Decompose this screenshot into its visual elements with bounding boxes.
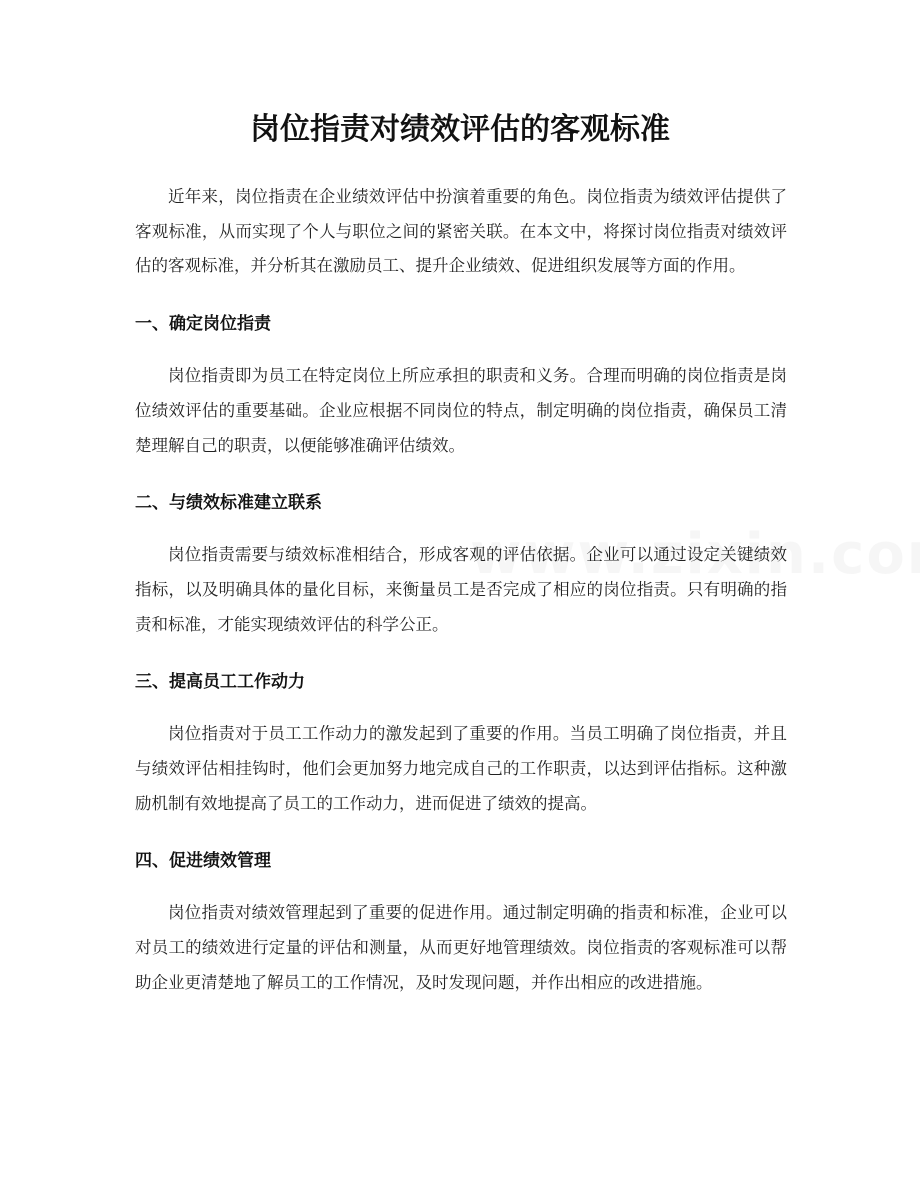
document-title: 岗位指责对绩效评估的客观标准 (250, 112, 670, 147)
section-heading-2: 二、与绩效标准建立联系 (135, 493, 322, 514)
section-heading-4: 四、促进绩效管理 (135, 851, 271, 872)
section-paragraph-4: 岗位指责对绩效管理起到了重要的促进作用。通过制定明确的指责和标准，企业可以对员工的绩效进行定量的评估和测量，从而更好地管理绩效。岗位指责的客观标准可以帮助企业更清楚地了解员工的工作情况，及时发现问题，并作出相应的改进措施。 (135, 903, 787, 992)
section-heading-1: 一、确定岗位指责 (135, 314, 271, 335)
section-paragraph-1: 岗位指责即为员工在特定岗位上所应承担的职责和义务。合理而明确的岗位指责是岗位绩效评估的重要基础。企业应根据不同岗位的特点，制定明确的岗位指责，确保员工清楚理解自己的职责，以便能够准确评估绩效。 (135, 366, 787, 455)
section-paragraph-3: 岗位指责对于员工工作动力的激发起到了重要的作用。当员工明确了岗位指责，并且与绩效评估相挂钩时，他们会更加努力地完成自己的工作职责，以达到评估指标。这种激励机制有效地提高了员工的工作动力，进而促进了绩效的提高。 (135, 724, 787, 813)
section-paragraph-2: 岗位指责需要与绩效标准相结合，形成客观的评估依据。企业可以通过设定关键绩效指标，以及明确具体的量化目标，来衡量员工是否完成了相应的岗位指责。只有明确的指责和标准，才能实现绩效评估的科学公正。 (135, 545, 787, 634)
section-heading-3: 三、提高员工工作动力 (135, 672, 305, 693)
document-body (135, 180, 787, 1001)
intro-paragraph: 近年来，岗位指责在企业绩效评估中扮演着重要的角色。岗位指责为绩效评估提供了客观标准，从而实现了个人与职位之间的紧密关联。在本文中，将探讨岗位指责对绩效评估的客观标准，并分析其在激励员工、提升企业绩效、促进组织发展等方面的作用。 (135, 187, 787, 276)
